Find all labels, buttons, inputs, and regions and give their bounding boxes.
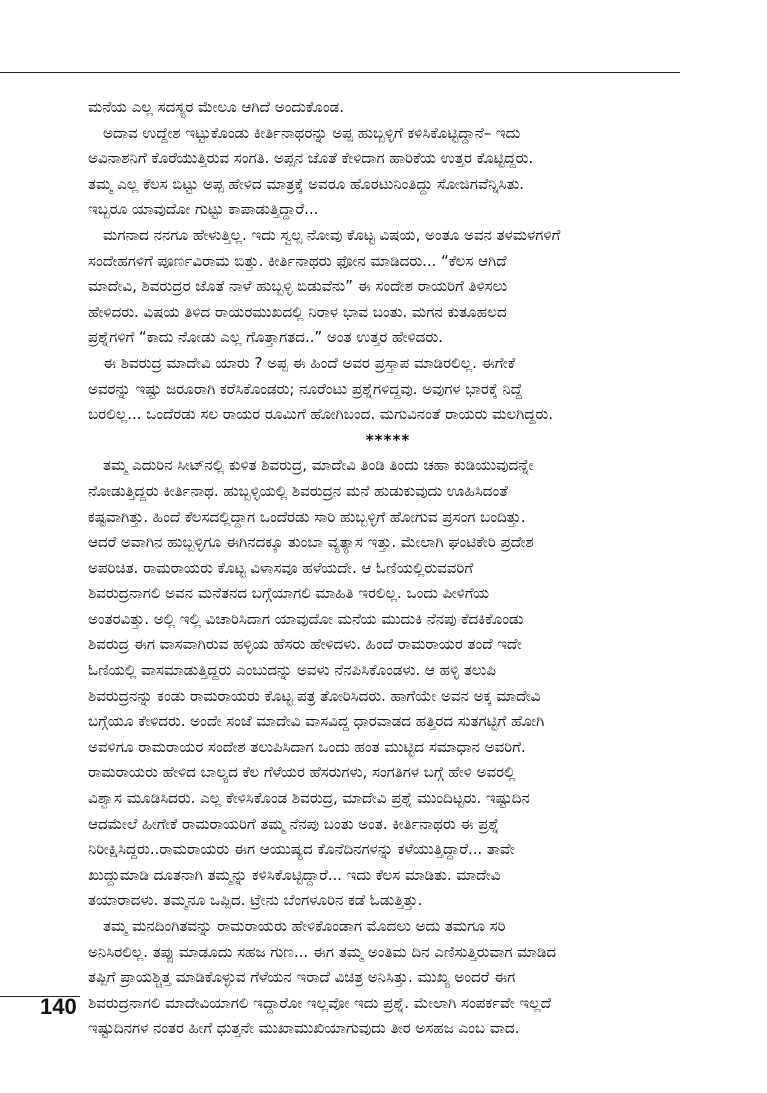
text-line: ಖುದ್ದುಮಾಡಿ ದೂತನಾಗಿ ತಮ್ಮನ್ನು ಕಳಿಸಿಕೊಟ್ಟಿದ್ದಾರೆ... ಇದು ಕೆಲಸ ಮಾಡಿತು. ಮಾದೇವಿ: [88, 865, 501, 884]
text-line: ಓಣಿಯಲ್ಲಿ ವಾಸಮಾಡುತ್ತಿದ್ದರು ಎಂಬುದನ್ನು ಅವಳು ನೆನಪಿಸಿಕೊಂಡಳು. ಆ ಹಳ್ಳಿ ತಲುಪಿ: [88, 661, 497, 680]
text-line: ಅಪರಿಚಿತ. ರಾಮರಾಯರು ಕೊಟ್ಟ ವಿಳಾಸವೂ ಹಳೆಯದೇ. ಆ ಓಣಿಯಲ್ಲಿರುವವರಿಗೆ: [88, 558, 474, 577]
text-line: ಆದರೆ ಅವಾಗಿನ ಹುಬ್ಬಳ್ಳಿಗೂ ಈಗಿನದಕ್ಕೂ ತುಂಬಾ ವ್ಯತ್ಯಾಸ ಇತ್ತು. ಮೇಲಾಗಿ ಘಂಟಿಕೇರಿ ಪ್ರದೇಶ: [88, 533, 534, 552]
text-line: ಇಬ್ಬರೂ ಯಾವುದೋ ಗುಟ್ಟು ಕಾಪಾಡುತ್ತಿದ್ದಾರೆ...: [88, 200, 319, 219]
text-line: ತಯಾರಾದಳು. ತಮ್ಮನೂ ಒಪ್ಪಿದ. ಟ್ರೇನು ಬೆಂಗಳೂರಿನ ಕಡೆ ಓಡುತ್ತಿತ್ತು.: [88, 891, 423, 910]
body-text: [88, 95, 688, 1042]
text-line: ನಿರೀಕ್ಷಿಸಿದ್ದರು..ರಾಮರಾಯರು ಈಗ ಆಯುಷ್ಯದ ಕೊನೆದಿನಗಳನ್ನು ಕಳೆಯುತ್ತಿದ್ದಾರೆ... ತಾವೇ: [88, 840, 515, 859]
text-line: ಶಿವರುದ್ರನಾಗಲಿ ಮಾದೇವಿಯಾಗಲಿ ಇದ್ದಾರೋ ಇಲ್ಲವೋ ಇದು ಪ್ರಶ್ನೆ. ಮೇಲಾಗಿ ಸಂಪರ್ಕವೇ ಇಲ್ಲದೆ: [88, 993, 552, 1012]
text-line: ಶಿವರುದ್ರನನ್ನು ಕಂಡು ರಾಮರಾಯರು ಕೊಟ್ಟ ಪತ್ರ ತೋರಿಸಿದರು. ಹಾಗೆಯೇ ಅವನ ಅಕ್ಕ ಮಾದೇವಿ: [88, 686, 541, 705]
text-line: ಶಿವರುದ್ರನಾಗಲಿ ಅವನ ಮನೆತನದ ಬಗ್ಗೆಯಾಗಲಿ ಮಾಹಿತಿ ಇರಲಿಲ್ಲ. ಒಂದು ಪೀಳಿಗೆಯ: [88, 584, 490, 603]
text-line: ಇಷ್ಟುದಿನಗಳ ನಂತರ ಹೀಗೆ ಧುತ್ತನೇ ಮುಖಾಮುಖಿಯಾಗುವುದು ತೀರ ಅಸಹಜ ಎಂಬ ವಾದ.: [88, 1019, 520, 1038]
text-line: ಪ್ರಶ್ನೆಗಳಿಗೆ “ಕಾದು ನೋಡು ಎಲ್ಲ ಗೊತ್ತಾಗತದ..” ಅಂತ ಉತ್ತರ ಹೇಳಿದರು.: [88, 328, 443, 347]
text-line: ಅಂತರವಿತ್ತು. ಅಲ್ಲಿ ಇಲ್ಲಿ ವಿಚಾರಿಸಿದಾಗ ಯಾವುದೋ ಮನೆಯ ಮುದುಕಿ ನೆನಪು ಕೆದಕಿಕೊಂಡು: [88, 609, 524, 628]
text-line: ಅವರನ್ನು ಇಷ್ಟು ಜರೂರಾಗಿ ಕರೆಸಿಕೊಂಡರು; ನೂರೆಂಟು ಪ್ರಶ್ನೆಗಳಿದ್ದವು. ಅವುಗಳ ಭಾರಕ್ಕೆ ನಿದ್ದೆ: [88, 379, 523, 398]
text-line: ತಮ್ಮ ಎದುರಿನ ಸೀಟ್‌ನಲ್ಲಿ ಕುಳಿತ ಶಿವರುದ್ರ, ಮಾದೇವಿ ತಿಂಡಿ ತಿಂದು ಚಹಾ ಕುಡಿಯುವುದನ್ನೇ: [103, 456, 534, 475]
text-line: ಮನೆಯ ಎಲ್ಲ ಸದಸ್ಯರ ಮೇಲೂ ಆಗಿದೆ ಅಂದುಕೊಂಡ.: [88, 98, 344, 116]
text-line: ಹೇಳಿದರು. ವಿಷಯ ತಿಳಿದ ರಾಯರಮುಖದಲ್ಲಿ ನಿರಾಳ ಭಾವ ಬಂತು. ಮಗನ ಕುತೂಹಲದ: [88, 302, 507, 321]
text-line: ನೋಡುತ್ತಿದ್ದರು ಕೀರ್ತಿನಾಥ. ಹುಬ್ಬಳ್ಳಿಯಲ್ಲಿ ಶಿವರುದ್ರನ ಮನೆ ಹುಡುಕುವುದು ಊಹಿಸಿದಂತೆ: [88, 481, 508, 500]
text-line: ಕಷ್ಟವಾಗಿತ್ತು. ಹಿಂದೆ ಕೆಲಸದಲ್ಲಿದ್ದಾಗ ಒಂದೆರಡು ಸಾರಿ ಹುಬ್ಬಳ್ಳಿಗೆ ಹೋಗುವ ಪ್ರಸಂಗ ಬಂದಿತ್ತು.: [88, 507, 526, 526]
text-line: ವಿಶ್ವಾಸ ಮೂಡಿಸಿದರು. ಎಲ್ಲ ಕೇಳಿಸಿಕೊಂಡ ಶಿವರುದ್ರ, ಮಾದೇವಿ ಪ್ರಶ್ನೆ ಮುಂದಿಟ್ಟರು. ಇಷ್ಟುದಿನ: [88, 789, 530, 808]
text-line: ಮಾದೇವಿ, ಶಿವರುದ್ರರ ಜೊತೆ ನಾಳೆ ಹುಬ್ಬಳ್ಳಿ ಬಿಡುವೆನು” ಈ ಸಂದೇಶ ರಾಯರಿಗೆ ತಿಳಿಸಲು: [88, 277, 508, 296]
text-line: ಈ ಶಿವರುದ್ರ ಮಾದೇವಿ ಯಾರು ? ಅಪ್ಪ ಈ ಹಿಂದೆ ಅವರ ಪ್ರಸ್ತಾಪ ಮಾಡಿರಲಿಲ್ಲ. ಈಗೇಕೆ: [103, 353, 516, 372]
text-line: ಅನಿಸಿರಲಿಲ್ಲ. ತಪ್ಪು ಮಾಡೂದು ಸಹಜ ಗುಣ... ಈಗ ತಮ್ಮ ಅಂತಿಮ ದಿನ ಎಣಿಸುತ್ತಿರುವಾಗ ಮಾಡಿದ: [88, 942, 557, 961]
text-line: ಸಂದೇಹಗಳಿಗೆ ಪೂರ್ಣವಿರಾಮ ಬಿತ್ತು. ಕೀರ್ತಿನಾಥರು ಫೋನ ಮಾಡಿದರು... “ಕೆಲಸ ಆಗಿದೆ: [88, 251, 507, 270]
text-line: ಮಗನಾದ ನನಗೂ ಹೇಳುತ್ತಿಲ್ಲ. ಇದು ಸ್ವಲ್ಪ ನೋವು ಕೊಟ್ಟ ವಿಷಯ, ಅಂತೂ ಅವನ ತಳಮಳಗಳಿಗೆ: [103, 225, 561, 244]
page-number: 140: [40, 994, 77, 1019]
text-line: ತಮ್ಮ ಎಲ್ಲ ಕೆಲಸ ಬಿಟ್ಟು ಅಪ್ಪ ಹೇಳಿದ ಮಾತ್ರಕ್ಕೆ ಅವರೂ ಹೊರಟುನಿಂತಿದ್ದು ಸೋಜಿಗವೆನ್ನಿಸಿತು.: [88, 174, 525, 193]
text-line: ಬರಲಿಲ್ಲ... ಒಂದೆರಡು ಸಲ ರಾಯರ ರೂಮಿಗೆ ಹೋಗಿಬಂದ. ಮಗುವಿನಂತೆ ರಾಯರು ಮಲಗಿದ್ದರು.: [88, 405, 553, 424]
text-line: ಆದಮೇಲೆ ಹೀಗೇಕೆ ರಾಮರಾಯರಿಗೆ ತಮ್ಮ ನೆನಪು ಬಂತು ಅಂತ. ಕೀರ್ತಿನಾಥರು ಈ ಪ್ರಶ್ನೆ: [88, 814, 500, 833]
text-line: ಅವಿನಾಶನಿಗೆ ಕೊರೆಯುತ್ತಿರುವ ಸಂಗತಿ. ಅಪ್ಪನ ಜೊತೆ ಕೇಳಿದಾಗ ಹಾರಿಕೆಯ ಉತ್ತರ ಕೊಟ್ಟಿದ್ದರು.: [88, 149, 534, 168]
text-line: ತಮ್ಮ ಮನದಿಂಗಿತವನ್ನು ರಾಮರಾಯರು ಹೇಳಿಕೊಂಡಾಗ ಮೊದಲು ಅದು ತಮಗೂ ಸರಿ: [103, 917, 506, 935]
text-line: ತಪ್ಪಿಗೆ ಪ್ರಾಯಶ್ಚಿತ್ತ ಮಾಡಿಕೊಳ್ಳುವ ಗೆಳೆಯನ ಇರಾದೆ ವಿಚಿತ್ರ ಅನಿಸಿತ್ತು. ಮುಖ್ಯ ಅಂದರೆ ಈಗ: [88, 968, 516, 987]
text-line: ಅವಳಿಗೂ ರಾಮರಾಯರ ಸಂದೇಶ ತಲುಪಿಸಿದಾಗ ಒಂದು ಹಂತ ಮುಟ್ಟಿದ ಸಮಾಧಾನ ಅವರಿಗೆ.: [88, 737, 526, 756]
text-line: ಅದಾವ ಉದ್ದೇಶ ಇಟ್ಟುಕೊಂಡು ಕೀರ್ತಿನಾಥರನ್ನು ಅಪ್ಪ ಹುಬ್ಬಳ್ಳಿಗೆ ಕಳಿಸಿಕೊಟ್ಟಿದ್ದಾನೆ– ಇದು: [103, 123, 521, 142]
top-rule: [0, 72, 680, 73]
text-line: ಶಿವರುದ್ರ ಈಗ ವಾಸವಾಗಿರುವ ಹಳ್ಳಿಯ ಹೆಸರು ಹೇಳಿದಳು. ಹಿಂದೆ ರಾಮರಾಯರ ತಂದೆ ಇದೇ: [88, 635, 522, 654]
section-separator: *****: [365, 430, 411, 449]
text-line: ಬಗ್ಗೆಯೂ ಕೇಳಿದರು. ಅಂದೇ ಸಂಜೆ ಮಾದೇವಿ ವಾಸವಿದ್ದ ಧಾರವಾಡದ ಹತ್ತಿರದ ಸುತಗಟ್ಟಿಗೆ ಹೋಗಿ: [88, 712, 545, 731]
text-line: ರಾಮರಾಯರು ಹೇಳಿದ ಬಾಲ್ಯದ ಕೆಲ ಗೆಳೆಯರ ಹೆಸರುಗಳು, ಸಂಗತಿಗಳ ಬಗ್ಗೆ ಹೇಳಿ ಅವರಲ್ಲಿ: [88, 763, 516, 782]
